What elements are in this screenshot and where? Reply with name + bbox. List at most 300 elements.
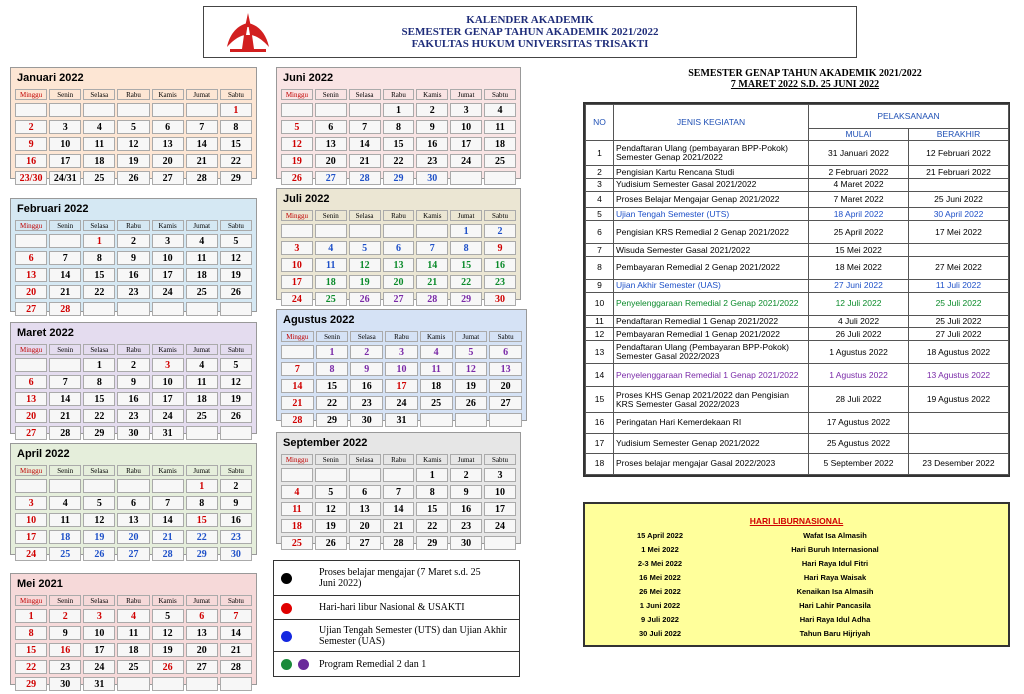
calendar-day: 18: [49, 530, 81, 544]
calendar-day: 19: [220, 268, 252, 282]
calendar-day: 13: [349, 502, 381, 516]
calendar-empty-cell: [455, 413, 488, 427]
legend-row-exam: [274, 619, 519, 652]
holiday-name: Kenaikan Isa Almasih: [796, 587, 874, 596]
calendar-day: 17: [152, 392, 184, 406]
activity-end: 27 Juli 2022: [909, 328, 1009, 341]
calendar-day: 16: [15, 154, 47, 168]
calendar-day: 7: [281, 362, 314, 376]
activity-name: Pengisian Kartu Rencana Studi: [614, 166, 809, 179]
calendar-day: 11: [484, 120, 516, 134]
calendar-day: 19: [117, 154, 149, 168]
calendar-day: 6: [349, 485, 381, 499]
activity-no: 5: [586, 208, 614, 221]
calendar-day: 2: [15, 120, 47, 134]
holiday-row: [585, 629, 1008, 641]
calendar-day: 23: [49, 660, 81, 674]
calendar-empty-cell: [281, 103, 313, 117]
calendar-day: 20: [349, 519, 381, 533]
activity-no: 3: [586, 178, 614, 191]
calendar-day: 26: [349, 292, 381, 306]
holiday-row: [585, 601, 1008, 613]
weekday-header: Sabtu: [220, 89, 252, 100]
calendar-empty-cell: [152, 677, 184, 691]
activity-name: Yudisium Semester Genap 2021/2022: [614, 433, 809, 453]
weekday-header: Kamis: [152, 465, 184, 476]
calendar-grid: [13, 341, 254, 443]
calendar-day: 14: [349, 137, 381, 151]
holiday-date: 26 Mei 2022: [639, 587, 681, 596]
calendar-empty-cell: [349, 224, 381, 238]
calendar-day: 12: [455, 362, 488, 376]
calendar-empty-cell: [49, 479, 81, 493]
calendar-empty-cell: [349, 468, 381, 482]
calendar-day: 5: [315, 485, 347, 499]
calendar-day: 12: [83, 513, 115, 527]
calendar-day: 17: [450, 137, 482, 151]
calendar-title: Agustus 2022: [283, 314, 355, 326]
holiday-date: 15 April 2022: [637, 531, 683, 540]
activity-row: [586, 191, 1009, 208]
weekday-header: Minggu: [15, 89, 47, 100]
calendar-empty-cell: [220, 302, 252, 316]
calendar-day: 26: [83, 547, 115, 561]
calendar-day: 25: [186, 285, 218, 299]
calendar-day: 1: [83, 358, 115, 372]
calendar-day: 28: [220, 660, 252, 674]
calendar-day: 26: [220, 409, 252, 423]
calendar-day: 10: [281, 258, 313, 272]
calendar-day: 5: [220, 358, 252, 372]
activity-end: 30 April 2022: [909, 208, 1009, 221]
legend-row-holiday: [274, 595, 519, 620]
activity-start: 18 April 2022: [809, 208, 909, 221]
calendar-day: 11: [49, 513, 81, 527]
weekday-header: Senin: [315, 210, 347, 221]
holiday-date: 30 Juli 2022: [638, 629, 682, 638]
weekday-header: Kamis: [152, 595, 184, 606]
calendar-day: 27: [15, 426, 47, 440]
calendar-day: 25: [420, 396, 453, 410]
holiday-name: Hari Raya Waisak: [803, 573, 867, 582]
calendar-day: 4: [315, 241, 347, 255]
activity-row: [586, 221, 1009, 244]
activity-end: 27 Mei 2022: [909, 256, 1009, 279]
calendar-day: 15: [83, 392, 115, 406]
activity-end: 11 Juli 2022: [909, 280, 1009, 293]
legend-row-remedial: [274, 651, 519, 677]
calendar-day: 2: [484, 224, 516, 238]
calendar-empty-cell: [383, 224, 415, 238]
calendar-day: 22: [450, 275, 482, 289]
calendar-empty-cell: [186, 302, 218, 316]
col-mulai: MULAI: [809, 129, 909, 141]
activity-no: 2: [586, 166, 614, 179]
weekday-header: Sabtu: [220, 220, 252, 231]
calendar-empty-cell: [83, 103, 115, 117]
calendar-day: 8: [416, 485, 448, 499]
calendar-day: 20: [186, 643, 218, 657]
black-dot-icon: [281, 573, 292, 584]
calendar-day: 15: [383, 137, 415, 151]
calendar-day: 16: [484, 258, 516, 272]
calendar-day: 16: [49, 643, 81, 657]
calendar-day: 28: [49, 426, 81, 440]
activity-start: 4 Juli 2022: [809, 315, 909, 328]
calendar-day: 23: [416, 154, 448, 168]
weekday-header: Selasa: [349, 454, 381, 465]
calendar-day: 18: [315, 275, 347, 289]
calendar-day: 4: [420, 345, 453, 359]
calendar-day: 5: [455, 345, 488, 359]
calendar-day: 17: [49, 154, 81, 168]
calendar-day: 20: [15, 285, 47, 299]
calendar-day: 16: [117, 268, 149, 282]
calendar-day: 11: [420, 362, 453, 376]
calendar-day: 22: [83, 409, 115, 423]
activity-no: 12: [586, 328, 614, 341]
activity-name: Pembayaran Remedial 2 Genap 2021/2022: [614, 256, 809, 279]
calendar-day: 8: [83, 375, 115, 389]
calendar-day: 24: [450, 154, 482, 168]
calendar-day: 23: [484, 275, 516, 289]
calendar-day: 26: [220, 285, 252, 299]
calendar-day: 13: [489, 362, 522, 376]
activity-row: [586, 166, 1009, 179]
activity-no: 7: [586, 244, 614, 257]
activity-end: 25 Juli 2022: [909, 292, 1009, 315]
calendar-empty-cell: [450, 171, 482, 185]
activity-no: 9: [586, 280, 614, 293]
calendar-day: 24: [281, 292, 313, 306]
calendar-grid: [13, 86, 254, 188]
calendar-day: 6: [315, 120, 347, 134]
calendar-day: 11: [186, 375, 218, 389]
weekday-header: Senin: [49, 595, 81, 606]
weekday-header: Minggu: [281, 89, 313, 100]
activity-row: [586, 315, 1009, 328]
calendar-empty-cell: [83, 302, 115, 316]
legend-label: Hari-hari libur Nasional & USAKTI: [319, 602, 465, 613]
calendar-day: 1: [186, 479, 218, 493]
holiday-row: [585, 587, 1008, 599]
activity-name: Pendaftaran Ulang (Pembayaran BPP-Pokok) Semester Gasal 2022/2023: [614, 341, 809, 364]
calendar-day: 9: [15, 137, 47, 151]
weekday-header: Senin: [316, 331, 349, 342]
activity-start: 26 Juli 2022: [809, 328, 909, 341]
calendar-empty-cell: [152, 479, 184, 493]
calendar-day: 28: [349, 171, 381, 185]
calendar-title: Mei 2021: [17, 578, 63, 590]
activity-end: 21 Februari 2022: [909, 166, 1009, 179]
holiday-date: 1 Juni 2022: [639, 601, 681, 610]
activity-name: Pendaftaran Ulang (pembayaran BPP-Pokok) Semester Genap 2021/2022: [614, 141, 809, 166]
calendar-empty-cell: [15, 234, 47, 248]
weekday-header: Rabu: [117, 344, 149, 355]
activity-end: 25 Juli 2022: [909, 315, 1009, 328]
legend-box: [273, 560, 520, 677]
calendar-day: 23: [117, 285, 149, 299]
calendar-day: 19: [349, 275, 381, 289]
weekday-header: Rabu: [383, 454, 415, 465]
calendar-day: 27: [315, 171, 347, 185]
activity-start: 25 April 2022: [809, 221, 909, 244]
activity-end: [909, 433, 1009, 453]
calendar-sep: [276, 432, 521, 549]
calendar-day: 25: [117, 660, 149, 674]
calendar-day: 20: [383, 275, 415, 289]
calendar-day: 6: [186, 609, 218, 623]
weekday-header: Jumat: [186, 465, 218, 476]
calendar-day: 1: [450, 224, 482, 238]
activity-name: Proses belajar mengajar Gasal 2022/2023: [614, 453, 809, 474]
blue-dot-icon: [281, 631, 292, 642]
calendar-title: Juni 2022: [283, 72, 334, 84]
calendar-day: 28: [281, 413, 314, 427]
calendar-empty-cell: [49, 358, 81, 372]
calendar-day: 26: [315, 536, 347, 550]
activity-no: 11: [586, 315, 614, 328]
calendar-day: 23: [220, 530, 252, 544]
calendar-day: 31: [152, 426, 184, 440]
weekday-header: Minggu: [281, 331, 314, 342]
weekday-header: Jumat: [186, 595, 218, 606]
holiday-row: [585, 615, 1008, 627]
weekday-header: Kamis: [416, 454, 448, 465]
weekday-header: Minggu: [281, 454, 313, 465]
header-box: [203, 6, 857, 58]
holiday-name: Hari Raya Idul Adha: [799, 615, 871, 624]
weekday-header: Selasa: [83, 89, 115, 100]
weekday-header: Sabtu: [220, 344, 252, 355]
calendar-day: 25: [49, 547, 81, 561]
calendar-day: 28: [416, 292, 448, 306]
activity-start: 31 Januari 2022: [809, 141, 909, 166]
calendar-day: 18: [420, 379, 453, 393]
activity-start: 5 September 2022: [809, 453, 909, 474]
calendar-day: 2: [416, 103, 448, 117]
calendar-day: 21: [281, 396, 314, 410]
calendar-day: 30: [220, 547, 252, 561]
activity-no: 15: [586, 387, 614, 412]
activity-name: Peringatan Hari Kemerdekaan RI: [614, 412, 809, 433]
calendar-day: 25: [83, 171, 115, 185]
calendar-day: 2: [117, 358, 149, 372]
calendar-day: 4: [186, 234, 218, 248]
calendar-day: 26: [152, 660, 184, 674]
calendar-day: 15: [220, 137, 252, 151]
calendar-day: 8: [383, 120, 415, 134]
weekday-header: Rabu: [385, 331, 418, 342]
calendar-day: 8: [316, 362, 349, 376]
weekday-header: Senin: [49, 89, 81, 100]
calendar-day: 11: [83, 137, 115, 151]
weekday-header: Kamis: [416, 210, 448, 221]
calendar-day: 4: [83, 120, 115, 134]
activity-table: [583, 102, 1010, 477]
calendar-day: 23: [350, 396, 383, 410]
calendar-day: 13: [315, 137, 347, 151]
calendar-day: 3: [49, 120, 81, 134]
calendar-day: 3: [152, 234, 184, 248]
weekday-header: Selasa: [83, 465, 115, 476]
calendar-agu: [276, 309, 527, 426]
weekday-header: Selasa: [350, 331, 383, 342]
calendar-day: 24: [152, 285, 184, 299]
calendar-day: 21: [49, 285, 81, 299]
calendar-empty-cell: [117, 677, 149, 691]
calendar-day: 23: [117, 409, 149, 423]
calendar-day: 3: [281, 241, 313, 255]
activity-row: [586, 328, 1009, 341]
calendar-day: 3: [15, 496, 47, 510]
calendar-empty-cell: [281, 345, 314, 359]
calendar-day: 29: [220, 171, 252, 185]
weekday-header: Sabtu: [484, 210, 516, 221]
calendar-day: 15: [416, 502, 448, 516]
weekday-header: Jumat: [186, 344, 218, 355]
purple-dot-icon: [298, 659, 309, 670]
calendar-day: 1: [15, 609, 47, 623]
legend-label: Proses belajar mengajar (7 Maret s.d. 25 Juni 2022): [319, 567, 481, 589]
calendar-day: 12: [220, 375, 252, 389]
activity-no: 4: [586, 191, 614, 208]
calendar-day: 14: [49, 268, 81, 282]
calendar-day: 10: [49, 137, 81, 151]
weekday-header: Selasa: [83, 595, 115, 606]
calendar-day: 18: [83, 154, 115, 168]
calendar-day: 25: [281, 536, 313, 550]
calendar-day: 5: [349, 241, 381, 255]
calendar-day: 7: [349, 120, 381, 134]
calendar-day: 8: [83, 251, 115, 265]
green-dot-icon: [281, 659, 292, 670]
calendar-day: 3: [83, 609, 115, 623]
calendar-day: 27: [15, 302, 47, 316]
calendar-day: 18: [186, 268, 218, 282]
weekday-header: Jumat: [450, 210, 482, 221]
calendar-empty-cell: [49, 103, 81, 117]
weekday-header: Senin: [49, 344, 81, 355]
activity-start: 15 Mei 2022: [809, 244, 909, 257]
calendar-day: 1: [83, 234, 115, 248]
holiday-row: [585, 545, 1008, 557]
calendar-empty-cell: [349, 103, 381, 117]
header-subtitle: SEMESTER GENAP TAHUN AKADEMIK 2021/2022: [401, 26, 659, 38]
calendar-day: 20: [315, 154, 347, 168]
weekday-header: Sabtu: [220, 465, 252, 476]
calendar-day: 5: [117, 120, 149, 134]
activity-row: [586, 244, 1009, 257]
calendar-day: 22: [186, 530, 218, 544]
calendar-jul: [276, 188, 521, 305]
calendar-title: April 2022: [17, 448, 70, 460]
weekday-header: Selasa: [83, 344, 115, 355]
activity-row: [586, 208, 1009, 221]
holiday-row: [585, 573, 1008, 585]
calendar-day: 10: [83, 626, 115, 640]
calendar-empty-cell: [152, 103, 184, 117]
activity-row: [586, 412, 1009, 433]
calendar-day: 17: [15, 530, 47, 544]
calendar-empty-cell: [484, 536, 516, 550]
calendar-day: 16: [117, 392, 149, 406]
activity-end: 23 Desember 2022: [909, 453, 1009, 474]
calendar-day: 5: [152, 609, 184, 623]
calendar-day: 4: [484, 103, 516, 117]
weekday-header: Rabu: [117, 89, 149, 100]
calendar-day: 29: [450, 292, 482, 306]
semester-heading: [600, 68, 1010, 90]
calendar-empty-cell: [420, 413, 453, 427]
activity-end: 12 Februari 2022: [909, 141, 1009, 166]
col-berakhir: BERAKHIR: [909, 129, 1009, 141]
weekday-header: Kamis: [152, 220, 184, 231]
col-no: NO: [586, 105, 614, 141]
weekday-header: Rabu: [117, 595, 149, 606]
calendar-empty-cell: [186, 677, 218, 691]
calendar-day: 22: [316, 396, 349, 410]
calendar-day: 14: [49, 392, 81, 406]
calendar-day: 22: [416, 519, 448, 533]
calendar-empty-cell: [315, 224, 347, 238]
calendar-apr: [10, 443, 257, 560]
calendar-day: 13: [186, 626, 218, 640]
weekday-header: Senin: [315, 89, 347, 100]
calendar-day: 11: [281, 502, 313, 516]
activity-row: [586, 341, 1009, 364]
calendar-day: 5: [281, 120, 313, 134]
activity-name: Ujian Tengah Semester (UTS): [614, 208, 809, 221]
calendar-day: 29: [15, 677, 47, 691]
calendar-day: 24: [152, 409, 184, 423]
calendar-day: 13: [383, 258, 415, 272]
activity-row: [586, 280, 1009, 293]
activity-name: Penyelenggaraan Remedial 1 Genap 2021/2022: [614, 364, 809, 387]
activity-start: 25 Agustus 2022: [809, 433, 909, 453]
calendar-day: 29: [83, 426, 115, 440]
holiday-name: Hari Buruh Internasional: [791, 545, 879, 554]
weekday-header: Senin: [49, 465, 81, 476]
holiday-box: [583, 502, 1010, 647]
weekday-header: Sabtu: [484, 89, 516, 100]
calendar-day: 19: [315, 519, 347, 533]
calendar-title: Maret 2022: [17, 327, 74, 339]
activity-name: Pendaftaran Remedial 1 Genap 2021/2022: [614, 315, 809, 328]
calendar-day: 18: [186, 392, 218, 406]
calendar-day: 30: [117, 426, 149, 440]
calendar-day: 15: [83, 268, 115, 282]
holiday-name: Wafat Isa Almasih: [803, 531, 867, 540]
calendar-day: 4: [186, 358, 218, 372]
calendar-day: 27: [383, 292, 415, 306]
calendar-day: 10: [450, 120, 482, 134]
calendar-day: 19: [83, 530, 115, 544]
activity-end: 25 Juni 2022: [909, 191, 1009, 208]
calendar-day: 3: [484, 468, 516, 482]
activity-name: Wisuda Semester Gasal 2021/2022: [614, 244, 809, 257]
calendar-empty-cell: [383, 468, 415, 482]
calendar-day: 20: [15, 409, 47, 423]
calendar-day: 4: [117, 609, 149, 623]
activity-row: [586, 256, 1009, 279]
weekday-header: Rabu: [117, 465, 149, 476]
activity-row: [586, 433, 1009, 453]
calendar-day: 6: [383, 241, 415, 255]
activity-no: 10: [586, 292, 614, 315]
calendar-empty-cell: [83, 479, 115, 493]
calendar-day: 6: [117, 496, 149, 510]
